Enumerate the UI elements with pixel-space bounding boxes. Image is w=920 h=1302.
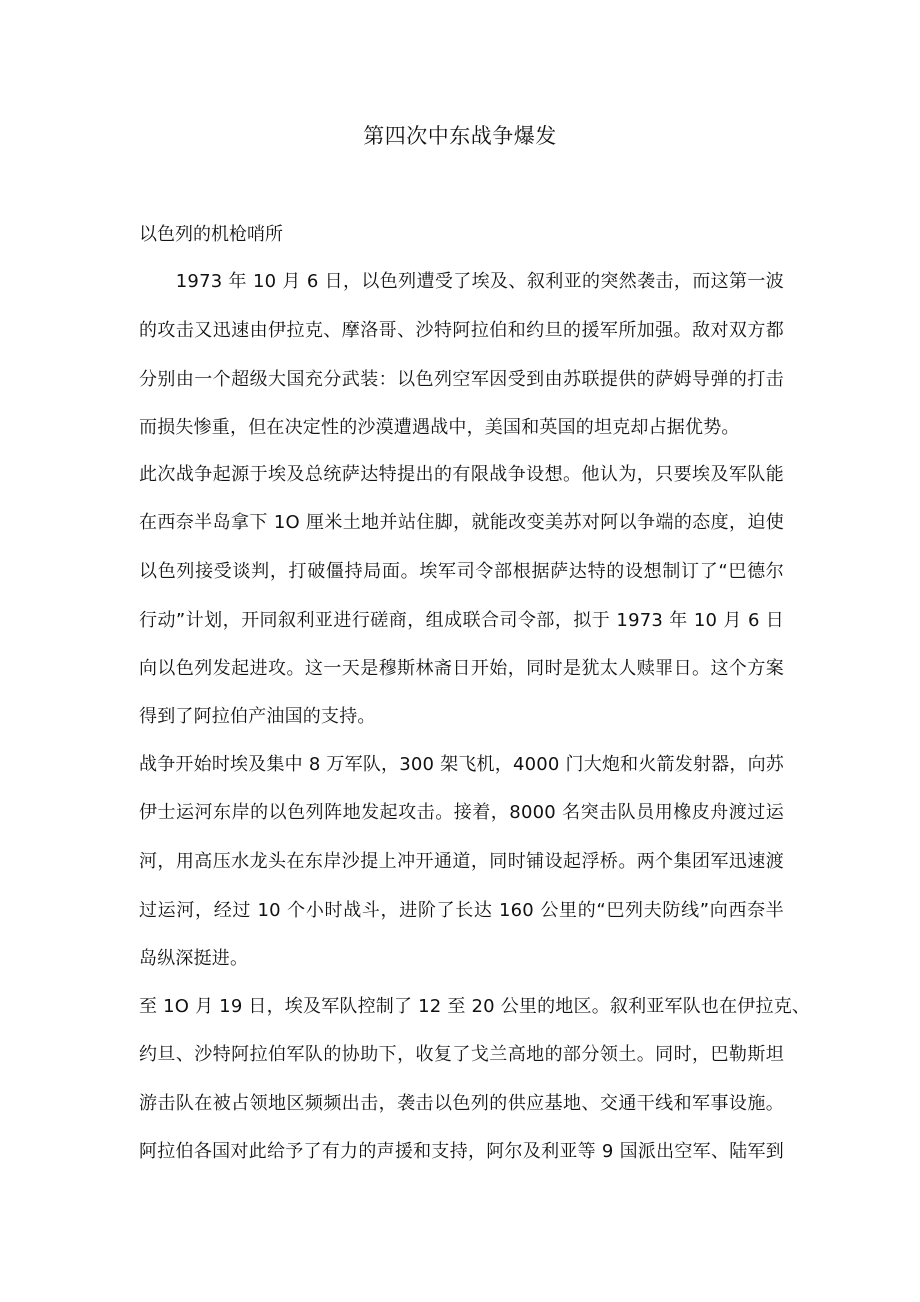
text-line: 向以色列发起进攻。这一天是穆斯林斋日开始，同时是犹太人赎罪日。这个方案	[139, 658, 784, 679]
text-line: 以色列接受谈判，打破僵持局面。埃军司令部根据萨达特的设想制订了“巴德尔	[139, 561, 784, 582]
text-line: 游击队在被占领地区频频出击，袭击以色列的供应基地、交通干线和军事设施。	[139, 1093, 784, 1114]
text-line: 行动”计划，开同叙利亚进行磋商，组成联合司令部，拟于 1973 年 10 月 6 日	[139, 610, 784, 631]
text-line: 伊士运河东岸的以色列阵地发起攻击。接着，8000 名突击队员用橡皮舟渡过运	[139, 802, 784, 823]
text-line: 过运河，经过 10 个小时战斗，进阶了长达 160 公里的“巴列夫防线”向西奈半	[139, 900, 784, 921]
text-line: 此次战争起源于埃及总统萨达特提出的有限战争设想。他认为，只要埃及军队能	[139, 464, 784, 485]
text-line: 在西奈半岛拿下 1O 厘米土地并站住脚，就能改变美苏对阿以争端的态度，迫使	[139, 512, 784, 533]
text-line: 分别由一个超级大国充分武装：以色列空军因受到由苏联提供的萨姆导弹的打击	[139, 369, 784, 390]
photo-caption: 以色列的机枪哨所	[139, 224, 283, 245]
text-line: 岛纵深挺进。	[139, 948, 249, 969]
text-line: 至 1O 月 19 日，埃及军队控制了 12 至 20 公里的地区。叙利亚军队也在伊拉克、	[139, 996, 811, 1017]
text-line: 战争开始时埃及集中 8 万军队，300 架飞机，4000 门大炮和火箭发射器，向苏	[139, 754, 784, 775]
text-line: 1973 年 10 月 6 日，以色列遭受了埃及、叙利亚的突然袭击，而这第一波	[139, 271, 784, 292]
document-title: 第四次中东战争爆发	[363, 124, 557, 148]
text-line: 的攻击又迅速由伊拉克、摩洛哥、沙特阿拉伯和约旦的援军所加强。敌对双方都	[139, 320, 784, 341]
text-line: 阿拉伯各国对此给予了有力的声援和支持，阿尔及利亚等 9 国派出空军、陆军到	[139, 1141, 784, 1162]
text-line: 而损失惨重，但在决定性的沙漠遭遇战中，美国和英国的坦克却占据优势。	[139, 417, 740, 438]
text-line: 约旦、沙特阿拉伯军队的协助下，收复了戈兰高地的部分领土。同时，巴勒斯坦	[139, 1044, 784, 1065]
text-line: 得到了阿拉伯产油国的支持。	[139, 706, 376, 727]
text-line: 河，用高压水龙头在东岸沙提上冲开通道，同时铺设起浮桥。两个集团军迅速渡	[139, 851, 784, 872]
